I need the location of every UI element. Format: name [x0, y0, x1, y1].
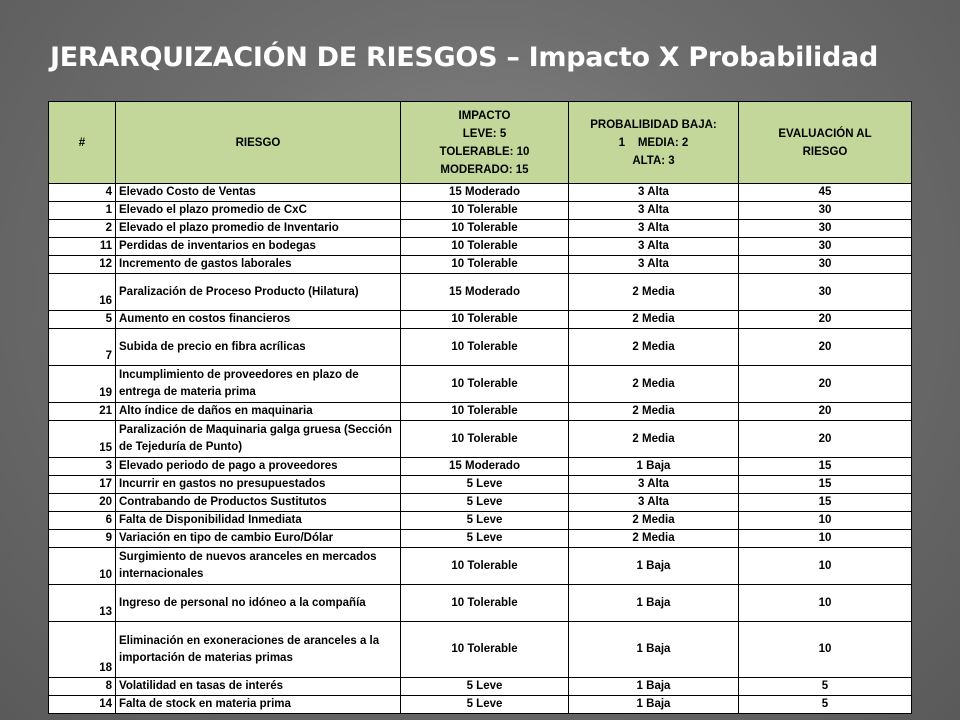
header-evaluation	[739, 102, 912, 184]
evaluation-cell: 20	[739, 329, 912, 366]
header-probability-line: PROBALIBIDAD BAJA:	[590, 118, 717, 131]
evaluation-cell: 15	[739, 494, 912, 512]
risk-name-cell: Falta de Disponibilidad Inmediata	[116, 512, 401, 530]
impact-cell: 10 Tolerable	[401, 220, 569, 238]
risk-name-cell: Paralización de Maquinaria galga gruesa (Sección de Tejeduría de Punto)	[116, 421, 401, 458]
table-row	[49, 530, 912, 548]
header-number: #	[49, 102, 116, 184]
header-risk: RIESGO	[116, 102, 401, 184]
risk-number-cell: 14	[49, 696, 116, 714]
impact-cell: 5 Leve	[401, 494, 569, 512]
risk-number-cell: 17	[49, 476, 116, 494]
impact-cell: 10 Tolerable	[401, 202, 569, 220]
risk-number-cell: 5	[49, 311, 116, 329]
evaluation-cell: 5	[739, 678, 912, 696]
probability-cell: 3 Alta	[569, 184, 739, 202]
table-row	[49, 548, 912, 585]
impact-cell: 5 Leve	[401, 530, 569, 548]
header-impact-line: MODERADO: 15	[440, 163, 529, 176]
impact-cell: 15 Moderado	[401, 184, 569, 202]
probability-cell: 2 Media	[569, 530, 739, 548]
risk-name-cell: Subida de precio en fibra acrílicas	[116, 329, 401, 366]
table-row	[49, 585, 912, 622]
risk-name-cell: Elevado Costo de Ventas	[116, 184, 401, 202]
evaluation-cell: 10	[739, 548, 912, 585]
evaluation-cell: 20	[739, 421, 912, 458]
table-row	[49, 184, 912, 202]
table-header-row	[49, 102, 912, 184]
table-row	[49, 476, 912, 494]
header-probability-line: 1 MEDIA: 2	[618, 136, 689, 149]
risk-number-cell: 15	[49, 421, 116, 458]
risk-number-cell: 6	[49, 512, 116, 530]
evaluation-cell: 20	[739, 403, 912, 421]
probability-cell: 2 Media	[569, 421, 739, 458]
risk-name-cell: Elevado el plazo promedio de Inventario	[116, 220, 401, 238]
evaluation-cell: 10	[739, 512, 912, 530]
impact-cell: 15 Moderado	[401, 458, 569, 476]
evaluation-cell: 15	[739, 476, 912, 494]
impact-cell: 10 Tolerable	[401, 403, 569, 421]
risk-number-cell: 12	[49, 256, 116, 274]
evaluation-cell: 10	[739, 622, 912, 678]
probability-cell: 3 Alta	[569, 202, 739, 220]
header-probability-line: ALTA: 3	[632, 154, 675, 167]
probability-cell: 1 Baja	[569, 678, 739, 696]
risk-number-cell: 8	[49, 678, 116, 696]
probability-cell: 2 Media	[569, 329, 739, 366]
impact-cell: 10 Tolerable	[401, 585, 569, 622]
probability-cell: 3 Alta	[569, 238, 739, 256]
risk-name-cell: Ingreso de personal no idóneo a la compañía	[116, 585, 401, 622]
table-row	[49, 366, 912, 403]
risk-name-cell: Variación en tipo de cambio Euro/Dólar	[116, 530, 401, 548]
probability-cell: 1 Baja	[569, 548, 739, 585]
evaluation-cell: 30	[739, 202, 912, 220]
table-row	[49, 622, 912, 678]
table-row	[49, 512, 912, 530]
probability-cell: 1 Baja	[569, 622, 739, 678]
evaluation-cell: 15	[739, 458, 912, 476]
table-row	[49, 202, 912, 220]
impact-cell: 15 Moderado	[401, 274, 569, 311]
risk-name-cell: Surgimiento de nuevos aranceles en mercados internacionales	[116, 548, 401, 585]
risk-name-cell: Volatilidad en tasas de interés	[116, 678, 401, 696]
table-row	[49, 311, 912, 329]
table-row	[49, 494, 912, 512]
risk-name-cell: Paralización de Proceso Producto (Hilatura)	[116, 274, 401, 311]
table-row	[49, 696, 912, 714]
probability-cell: 2 Media	[569, 366, 739, 403]
evaluation-cell: 20	[739, 366, 912, 403]
impact-cell: 5 Leve	[401, 696, 569, 714]
risk-name-cell: Falta de stock en materia prima	[116, 696, 401, 714]
risk-name-cell: Contrabando de Productos Sustitutos	[116, 494, 401, 512]
impact-cell: 10 Tolerable	[401, 311, 569, 329]
header-probability	[569, 102, 739, 184]
impact-cell: 10 Tolerable	[401, 366, 569, 403]
evaluation-cell: 30	[739, 220, 912, 238]
probability-cell: 3 Alta	[569, 476, 739, 494]
evaluation-cell: 10	[739, 530, 912, 548]
table-row	[49, 421, 912, 458]
table-body	[49, 184, 912, 714]
evaluation-cell: 20	[739, 311, 912, 329]
risk-name-cell: Alto índice de daños en maquinaria	[116, 403, 401, 421]
table-row	[49, 458, 912, 476]
impact-cell: 5 Leve	[401, 476, 569, 494]
probability-cell: 2 Media	[569, 311, 739, 329]
risk-number-cell: 4	[49, 184, 116, 202]
probability-cell: 1 Baja	[569, 696, 739, 714]
risk-name-cell: Incurrir en gastos no presupuestados	[116, 476, 401, 494]
evaluation-cell: 5	[739, 696, 912, 714]
risk-number-cell: 21	[49, 403, 116, 421]
probability-cell: 2 Media	[569, 403, 739, 421]
table-row	[49, 220, 912, 238]
risk-number-cell: 7	[49, 329, 116, 366]
risk-name-cell: Eliminación en exoneraciones de aranceles a la importación de materias primas	[116, 622, 401, 678]
evaluation-cell: 30	[739, 274, 912, 311]
risk-number-cell: 16	[49, 274, 116, 311]
header-evaluation-line: EVALUACIÓN AL	[778, 127, 872, 140]
probability-cell: 1 Baja	[569, 585, 739, 622]
table-row	[49, 256, 912, 274]
header-impact-line: TOLERABLE: 10	[439, 145, 530, 158]
probability-cell: 2 Media	[569, 274, 739, 311]
table-row	[49, 678, 912, 696]
header-impact-line: IMPACTO	[458, 109, 511, 122]
probability-cell: 2 Media	[569, 512, 739, 530]
impact-cell: 10 Tolerable	[401, 238, 569, 256]
risk-name-cell: Elevado el plazo promedio de CxC	[116, 202, 401, 220]
risk-name-cell: Perdidas de inventarios en bodegas	[116, 238, 401, 256]
impact-cell: 10 Tolerable	[401, 256, 569, 274]
evaluation-cell: 45	[739, 184, 912, 202]
table-row	[49, 274, 912, 311]
risk-name-cell: Incremento de gastos laborales	[116, 256, 401, 274]
risk-number-cell: 2	[49, 220, 116, 238]
probability-cell: 3 Alta	[569, 256, 739, 274]
evaluation-cell: 10	[739, 585, 912, 622]
probability-cell: 3 Alta	[569, 220, 739, 238]
risk-number-cell: 19	[49, 366, 116, 403]
impact-cell: 10 Tolerable	[401, 548, 569, 585]
impact-cell: 10 Tolerable	[401, 421, 569, 458]
evaluation-cell: 30	[739, 238, 912, 256]
impact-cell: 5 Leve	[401, 512, 569, 530]
probability-cell: 3 Alta	[569, 494, 739, 512]
risk-number-cell: 11	[49, 238, 116, 256]
risk-number-cell: 3	[49, 458, 116, 476]
risk-name-cell: Aumento en costos financieros	[116, 311, 401, 329]
risk-number-cell: 20	[49, 494, 116, 512]
risk-ranking-table	[48, 101, 912, 714]
risk-name-cell: Incumplimiento de proveedores en plazo de entrega de materia prima	[116, 366, 401, 403]
risk-number-cell: 9	[49, 530, 116, 548]
risk-name-cell: Elevado periodo de pago a proveedores	[116, 458, 401, 476]
risk-number-cell: 18	[49, 622, 116, 678]
evaluation-cell: 30	[739, 256, 912, 274]
risk-number-cell: 10	[49, 548, 116, 585]
impact-cell: 5 Leve	[401, 678, 569, 696]
table-row	[49, 329, 912, 366]
risk-number-cell: 1	[49, 202, 116, 220]
risk-number-cell: 13	[49, 585, 116, 622]
probability-cell: 1 Baja	[569, 458, 739, 476]
header-impact	[401, 102, 569, 184]
table-row	[49, 238, 912, 256]
table-row	[49, 403, 912, 421]
header-impact-line: LEVE: 5	[462, 127, 507, 140]
slide-title: JERARQUIZACIÓN DE RIESGOS – Impacto X Probabilidad	[50, 42, 878, 73]
impact-cell: 10 Tolerable	[401, 329, 569, 366]
header-evaluation-line: RIESGO	[802, 145, 848, 158]
impact-cell: 10 Tolerable	[401, 622, 569, 678]
